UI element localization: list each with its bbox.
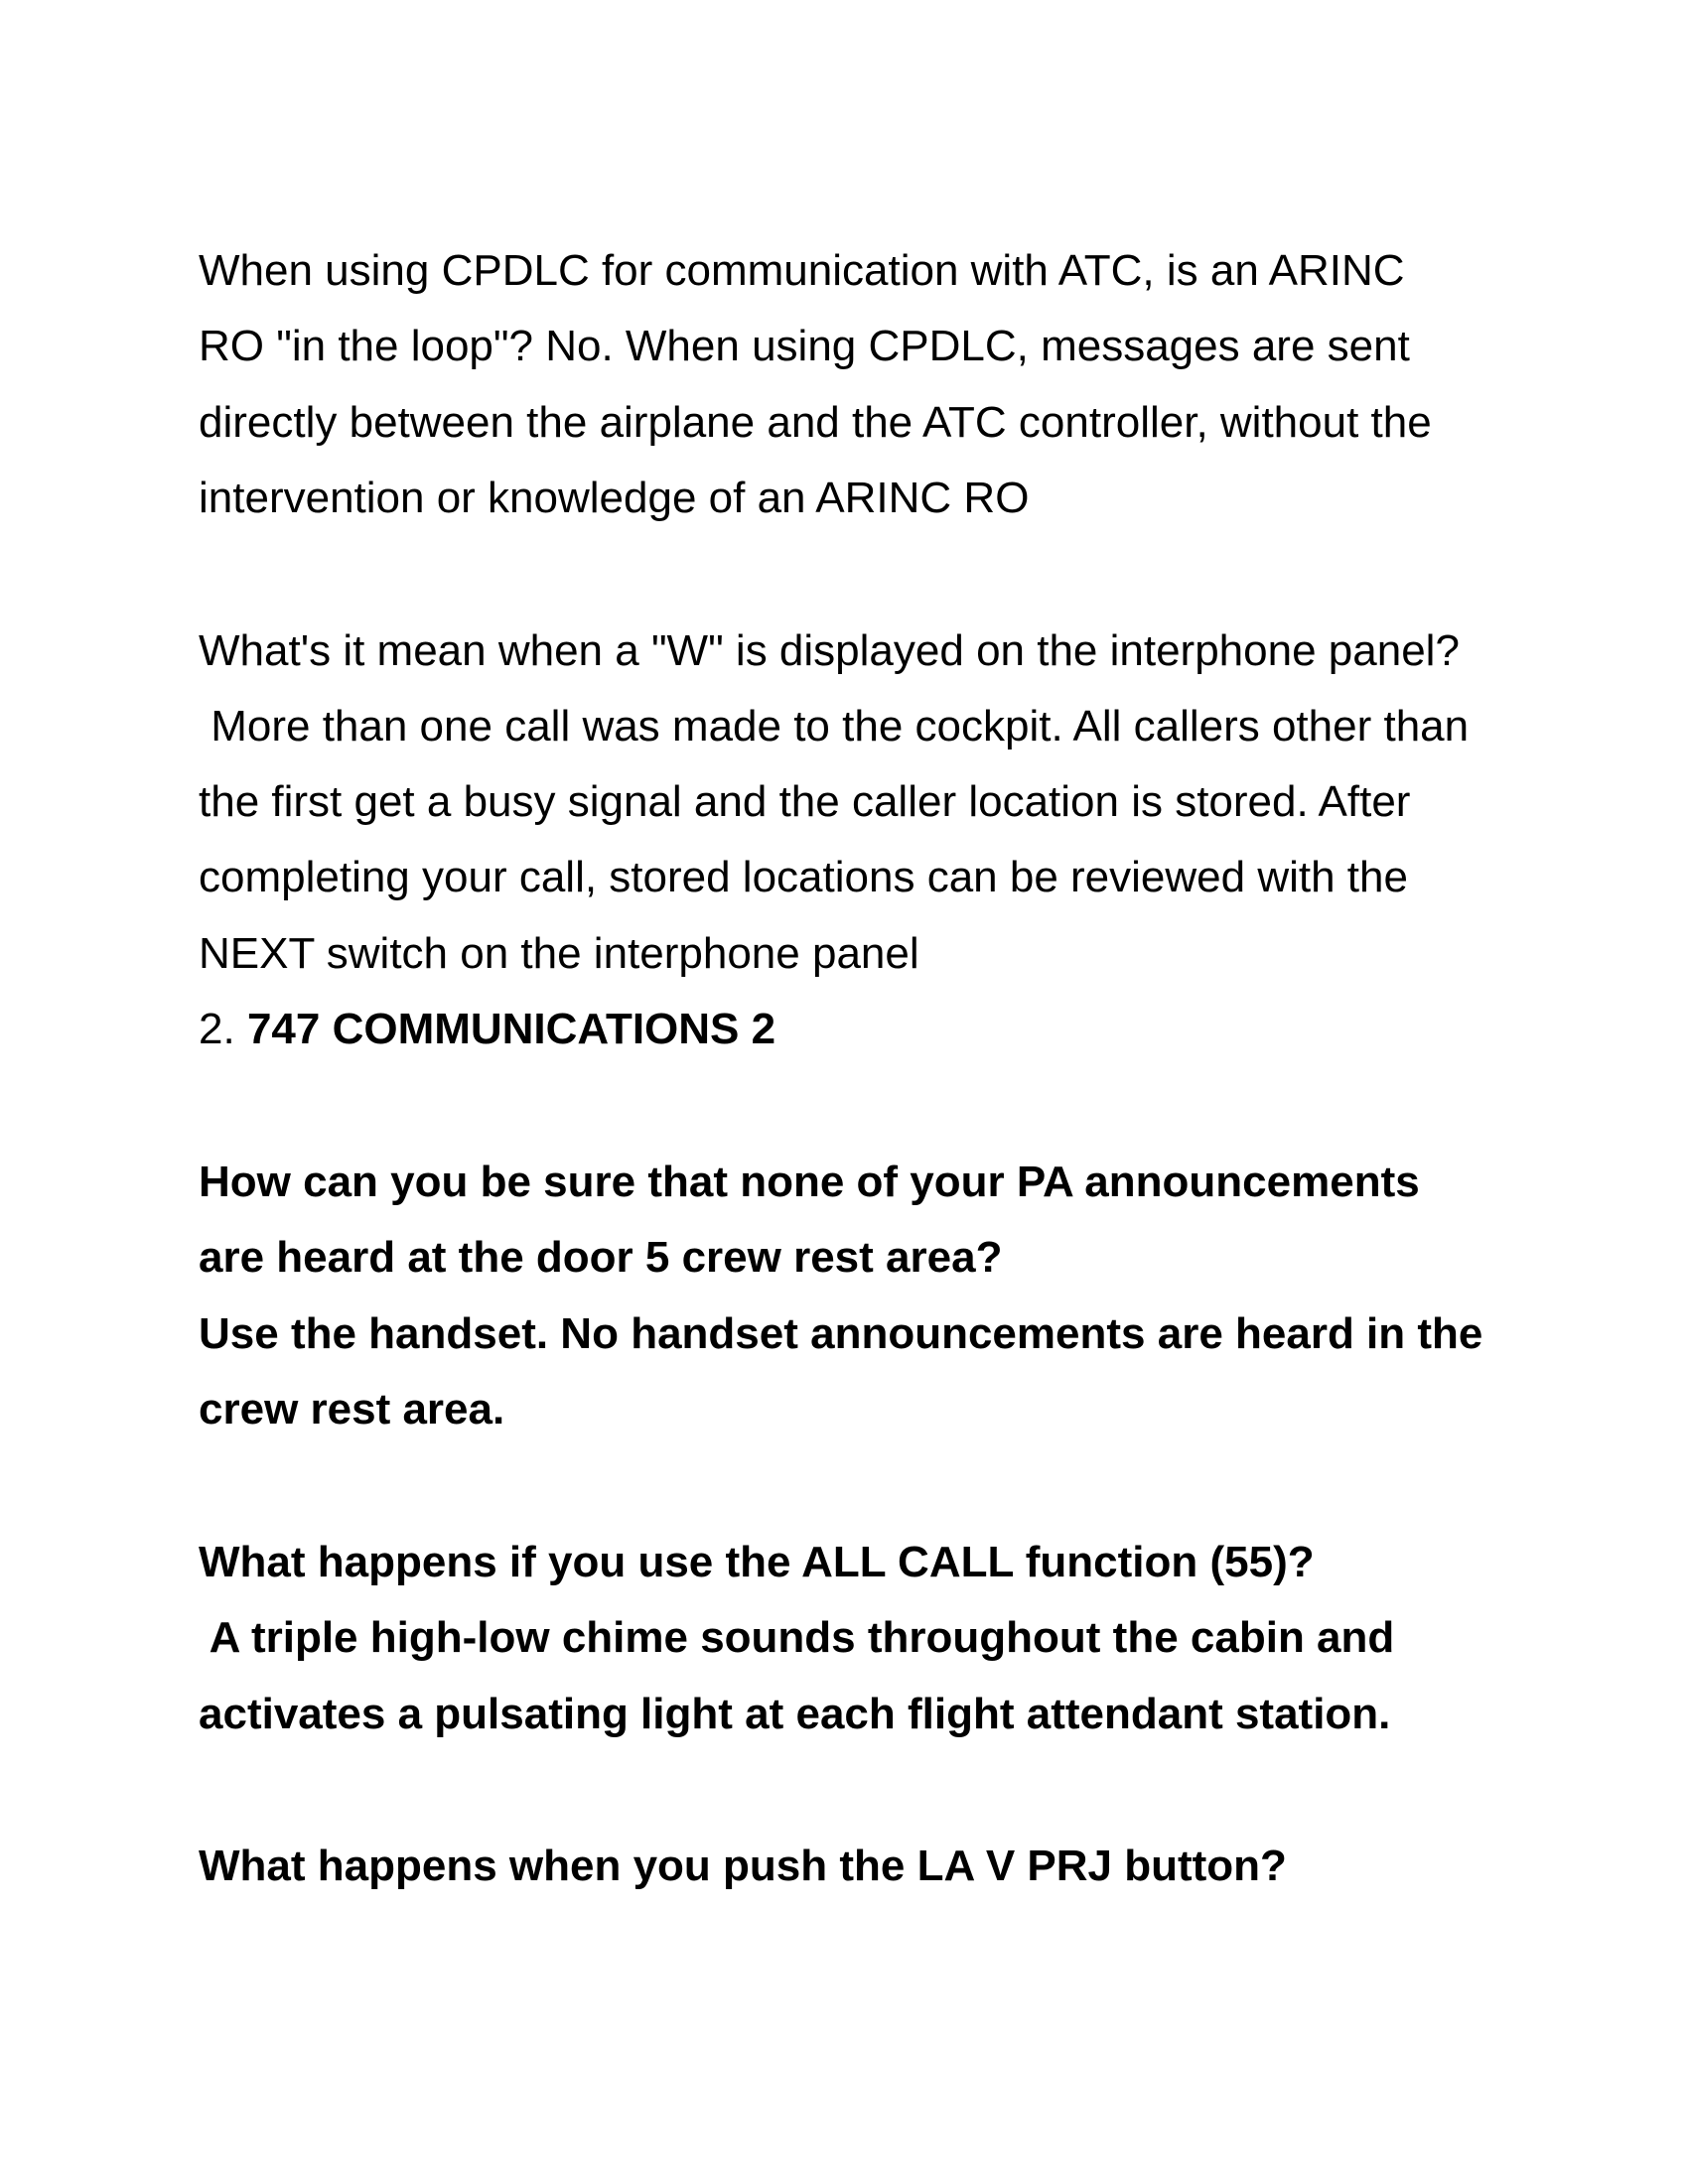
text-line: completing your call, stored locations can be reviewed with the xyxy=(199,853,1408,901)
text-line: What happens if you use the ALL CALL function (55)? xyxy=(199,1538,1315,1586)
text-line: What's it mean when a "W" is displayed on the interphone panel? xyxy=(199,626,1460,675)
text-line: What happens when you push the LA V PRJ button? xyxy=(199,1842,1287,1890)
section-heading xyxy=(199,1004,775,1055)
text-line: More than one call was made to the cockpit. All callers other than xyxy=(199,702,1470,751)
text-line: How can you be sure that none of your PA announcements xyxy=(199,1158,1420,1206)
text-line: activates a pulsating light at each flight attendant station. xyxy=(199,1690,1391,1738)
text-line: crew rest area. xyxy=(199,1385,505,1433)
text-line: RO "in the loop"? No. When using CPDLC, messages are sent xyxy=(199,322,1410,370)
section-title: 747 COMMUNICATIONS 2 xyxy=(246,1005,776,1053)
text-line: A triple high-low chime sounds throughout the cabin and xyxy=(199,1613,1395,1662)
text-line: When using CPDLC for communication with ATC, is an ARINC xyxy=(199,246,1405,295)
section-number: 2. xyxy=(199,1005,235,1053)
text-line: directly between the airplane and the ATC controller, without the xyxy=(199,398,1432,447)
text-line: NEXT switch on the interphone panel xyxy=(199,929,919,978)
text-line: Use the handset. No handset announcements are heard in the xyxy=(199,1309,1483,1358)
text-line: intervention or knowledge of an ARINC RO xyxy=(199,474,1030,522)
text-line: the first get a busy signal and the caller location is stored. After xyxy=(199,777,1411,826)
text-line: are heard at the door 5 crew rest area? xyxy=(199,1233,1003,1282)
